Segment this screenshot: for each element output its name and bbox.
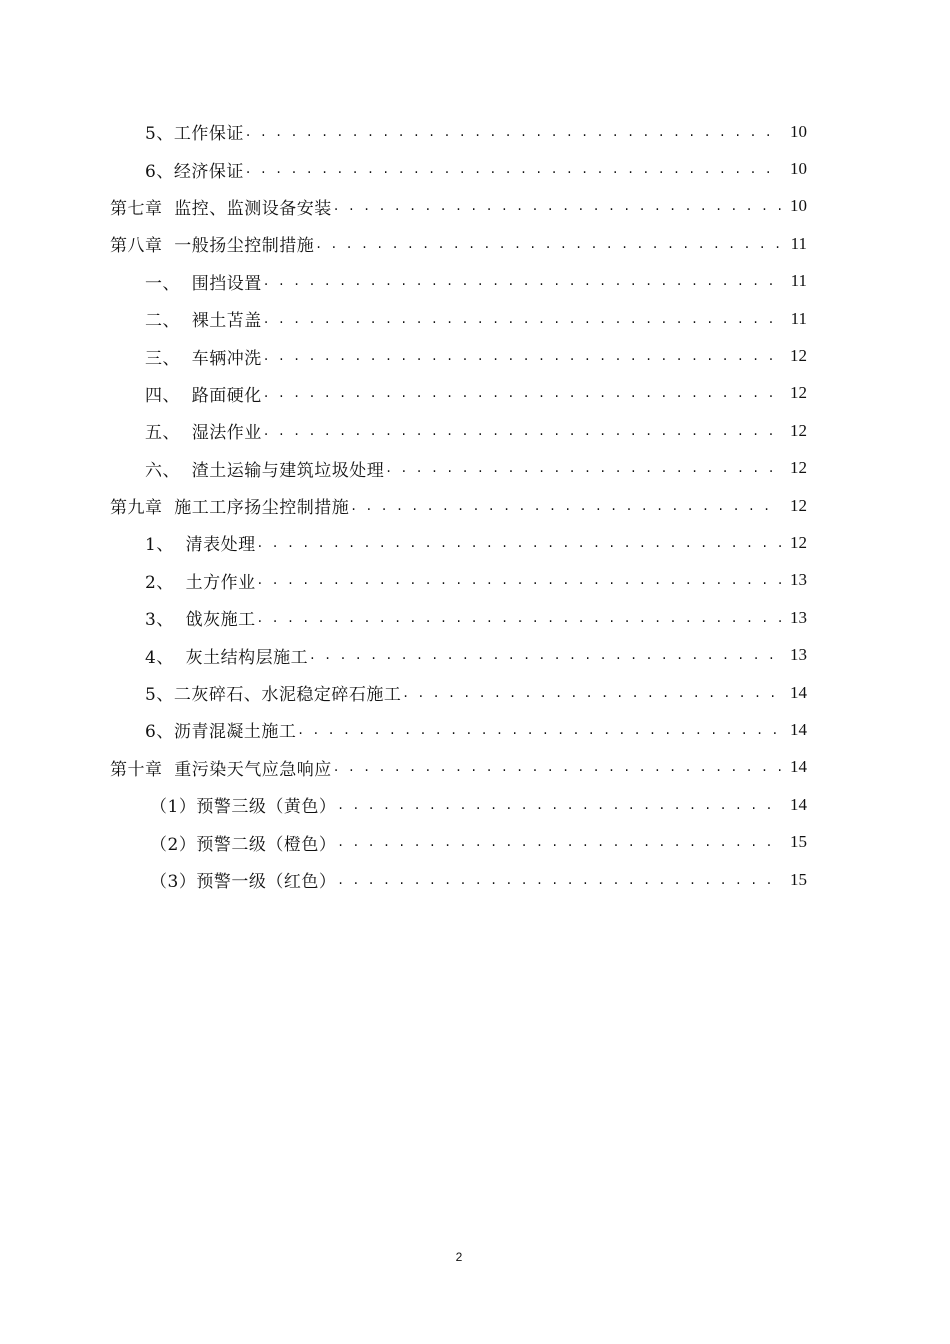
toc-entry-page: 12 (790, 495, 807, 515)
page-number: 2 (455, 1250, 463, 1264)
toc-dot-leader (246, 161, 781, 177)
toc-entry-page: 12 (790, 346, 807, 366)
toc-entry[interactable] (0, 113, 950, 150)
toc-entry-title: （3）预警一级（红色） (150, 872, 337, 892)
toc-entry-page: 11 (790, 233, 807, 253)
toc-entry-page: 13 (790, 570, 807, 590)
toc-entry-title: 第十章 重污染天气应急响应 (110, 759, 332, 780)
toc-entry-title: 5、工作保证 (145, 124, 244, 145)
toc-dot-leader (264, 311, 781, 327)
toc-entry-page: 10 (790, 196, 807, 216)
toc-entry[interactable] (0, 562, 950, 599)
toc-entry-page: 13 (790, 645, 807, 665)
toc-entry-title: 2、 土方作业 (145, 572, 256, 593)
toc-entry[interactable] (0, 412, 950, 449)
toc-entry[interactable] (0, 861, 950, 898)
toc-entry-title: （2）预警二级（橙色） (150, 834, 337, 855)
toc-entry[interactable] (0, 188, 950, 225)
toc-dot-leader (298, 722, 781, 738)
toc-entry-page: 12 (790, 420, 807, 440)
toc-entry[interactable] (0, 823, 950, 860)
toc-entry-title: 四、 路面硬化 (145, 385, 262, 406)
toc-entry[interactable] (0, 263, 950, 300)
toc-entry-title: 1、 清表处理 (145, 535, 256, 556)
toc-entry[interactable] (0, 300, 950, 337)
toc-entry-page: 10 (790, 159, 807, 179)
toc-entry[interactable] (0, 150, 950, 187)
toc-dot-leader (258, 572, 781, 588)
toc-entry[interactable] (0, 375, 950, 412)
toc-entry[interactable] (0, 674, 950, 711)
toc-entry[interactable] (0, 636, 950, 673)
toc-entry-page: 14 (790, 757, 807, 777)
toc-entry[interactable] (0, 524, 950, 561)
toc-dot-leader (338, 797, 781, 813)
toc-entry-title: 三、 车辆冲洗 (145, 348, 262, 369)
toc-dot-leader (334, 198, 781, 214)
toc-entry-page: 10 (790, 121, 807, 141)
toc-entry[interactable] (0, 749, 950, 786)
toc-entry-title: 第八章 一般扬尘控制措施 (110, 236, 315, 257)
toc-entry-title: 第七章 监控、监测设备安装 (110, 198, 332, 219)
toc-entry-title: 4、 灰土结构层施工 (145, 647, 309, 668)
toc-entry-title: 6、经济保证 (145, 161, 244, 182)
toc-entry-page: 12 (790, 532, 807, 552)
toc-entry-page: 11 (790, 271, 807, 291)
toc-entry-page: 15 (790, 832, 807, 852)
toc-dot-leader (334, 759, 781, 775)
toc-entry-page: 12 (790, 458, 807, 478)
toc-dot-leader (246, 124, 781, 140)
toc-entry[interactable] (0, 786, 950, 823)
toc-dot-leader (310, 647, 781, 663)
toc-entry-title: 六、 渣土运输与建筑垃圾处理 (145, 460, 385, 481)
table-of-contents (0, 113, 950, 898)
toc-entry[interactable] (0, 487, 950, 524)
toc-dot-leader (258, 610, 781, 626)
toc-dot-leader (338, 872, 781, 888)
toc-entry-title: 5、二灰碎石、水泥稳定碎石施工 (145, 685, 402, 706)
toc-entry-title: 一、 围挡设置 (145, 273, 262, 294)
toc-dot-leader (386, 460, 781, 476)
toc-dot-leader (403, 685, 781, 701)
toc-entry-title: （1）预警三级（黄色） (150, 797, 337, 818)
toc-entry[interactable] (0, 711, 950, 748)
toc-dot-leader (264, 385, 781, 401)
toc-entry-title: 第九章 施工工序扬尘控制措施 (110, 498, 350, 519)
toc-entry-page: 13 (790, 607, 807, 627)
toc-dot-leader (264, 273, 781, 289)
toc-entry-page: 11 (790, 308, 807, 328)
toc-entry-title: 6、沥青混凝土施工 (145, 722, 297, 743)
toc-entry-page: 14 (790, 719, 807, 739)
toc-dot-leader (316, 236, 781, 252)
toc-entry-title: 五、 湿法作业 (145, 423, 262, 444)
toc-dot-leader (258, 535, 781, 551)
toc-dot-leader (264, 423, 781, 439)
toc-entry-page: 15 (790, 869, 807, 889)
toc-entry-page: 14 (790, 682, 807, 702)
toc-entry[interactable] (0, 225, 950, 262)
toc-entry-page: 14 (790, 794, 807, 814)
toc-entry-title: 3、 戗灰施工 (145, 610, 256, 631)
toc-dot-leader (338, 834, 781, 850)
toc-entry-page: 12 (790, 383, 807, 403)
toc-entry-title: 二、 裸土苫盖 (145, 311, 262, 332)
toc-dot-leader (351, 498, 781, 514)
toc-entry[interactable] (0, 599, 950, 636)
toc-dot-leader (264, 348, 781, 364)
toc-entry[interactable] (0, 450, 950, 487)
toc-entry[interactable] (0, 337, 950, 374)
